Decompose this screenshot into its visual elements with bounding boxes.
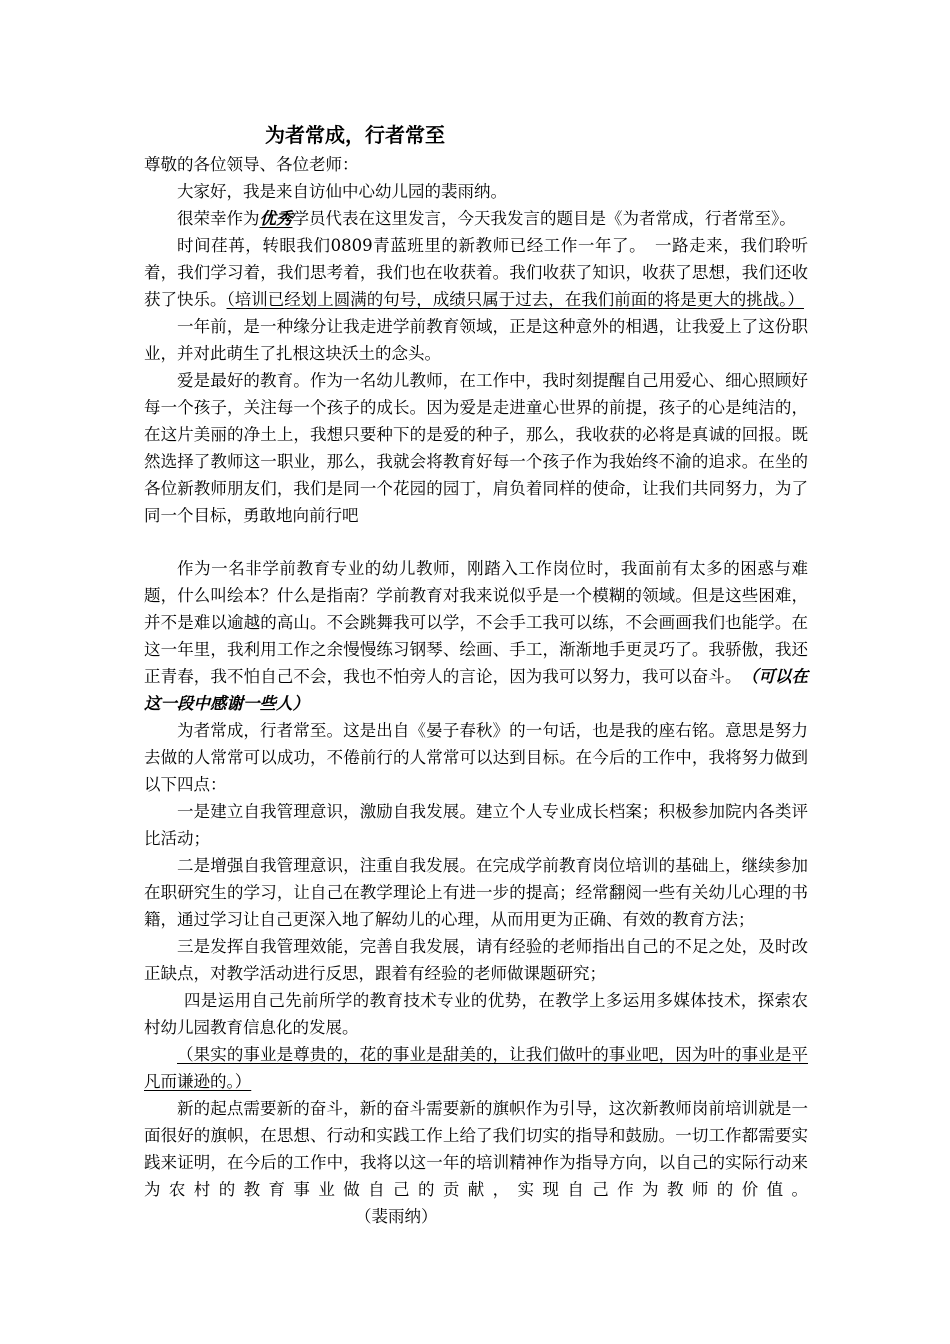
paragraph-one-year-ago: 一年前，是一种缘分让我走进学前教育领域，正是这种意外的相遇，让我爱上了这份职业，并对此萌生了扎根这块沃土的念头。	[144, 317, 808, 363]
point-one: 一是建立自我管理意识，激励自我发展。建立个人专业成长档案；积极参加院内各类评比活动；	[144, 802, 808, 848]
harvest-text: 我们聆听着，我们学习着，我们思考着，我们也在收获着。我们收获了知识，收获了思想，我们还收获了快乐。	[144, 236, 809, 309]
harvest-note: （培训已经划上圆满的句号，成绩只属于过去，在我们前面的将是更大的挑战。）	[226, 290, 804, 309]
point-two: 二是增强自我管理意识，注重自我发展。在完成学前教育岗位培训的基础上，继续参加在职研究生的学习，让自己在教学理论上有进一步的提高；经常翻阅一些有关幼儿心理的书籍，通过学习让自己更深入地了解幼儿的心理，从而用更为正确、有效的教育方法；	[144, 856, 808, 929]
intro-paragraph: 大家好，我是来自访仙中心幼儿园的裴雨纳。	[177, 182, 507, 201]
document-title: 为者常成，行者常至	[265, 123, 445, 147]
harvest-first-line: 时间荏苒，转眼我们0809青蓝班里的新教师已经工作一年了。 一路走来，	[177, 236, 741, 255]
blank-line	[144, 529, 808, 555]
paragraph-love-education: 爱是最好的教育。作为一名幼儿教师，在工作中，我时刻提醒自己用爱心、细心照顾好每一个孩子，关注每一个孩子的成长。因为爱是走进童心世界的前提，孩子的心是纯洁的，在这片美丽的净土上，我想只要种下的是爱的种子，那么，我收获的必将是真诚的回报。既然选择了教师这一职业，那么，我就会将教育好每一个孩子作为我始终不渝的追求。在坐的各位新教师朋友们，我们是同一个花园的园丁，肩负着同样的使命，让我们共同努力，为了同一个目标，勇敢地向前行吧	[144, 371, 808, 525]
thanks-note: （可以在这一段中感谢一些人）	[144, 667, 809, 713]
paragraph-conclusion	[144, 1095, 808, 1230]
paragraph-motto: 为者常成，行者常至。这是出自《晏子春秋》的一句话，也是我的座右铭。意思是努力去做的人常常可以成功，不倦前行的人常常可以达到目标。在今后的工作中，我将努力做到以下四点：	[144, 721, 808, 794]
paragraph-harvest	[144, 232, 808, 313]
paragraph-leaf-quote	[144, 1041, 808, 1095]
point-three: 三是发挥自我管理效能，完善自我发展，请有经验的老师指出自己的不足之处，及时改正缺点，对教学活动进行反思，跟着有经验的老师做课题研究；	[144, 937, 808, 983]
paragraph-topic	[144, 205, 808, 232]
signature: （裴雨纳）	[355, 1207, 438, 1226]
leaf-quote: （果实的事业是尊贵的，花的事业是甜美的，让我们做叶的事业吧，因为叶的事业是平凡而谦逊的。）	[144, 1045, 808, 1091]
challenges-text: 作为一名非学前教育专业的幼儿教师，刚踏入工作岗位时，我面前有太多的困惑与难题，什么叫绘本？什么是指南？学前教育对我来说似乎是一个模糊的领域。但是这些困难，并不是难以逾越的高山。不会跳舞我可以学，不会手工我可以练，不会画画我们也能学。在这一年里，我利用工作之余慢慢练习钢琴、绘画、手工，渐渐地手更灵巧了。我骄傲，我还正青春，我不怕自己不会，我也不怕旁人的言论，因为我可以努力，我可以奋斗。	[144, 559, 808, 686]
topic-text-after: 学员代表在这里发言，今天我发言的题目是《为者常成，行者常至》。	[292, 209, 796, 228]
document-page	[144, 121, 808, 1230]
topic-text-before: 很荣幸作为	[177, 209, 260, 228]
greeting: 尊敬的各位领导、各位老师：	[144, 155, 359, 174]
emphasis-excellent: 优秀	[259, 209, 293, 228]
conclusion-text: 新的起点需要新的奋斗，新的奋斗需要新的旗帜作为引导，这次新教师岗前培训就是一面很好的旗帜，在思想、行动和实践工作上给了我们切实的指导和鼓励。一切工作都需要实践来证明，在今后的工作中，我将以这一年的培训精神作为指导方向，以自己的实际行动来为农村的教育事业做自己的贡献，实现自己作为教师的价值。	[144, 1099, 808, 1199]
point-four: 四是运用自己先前所学的教育技术专业的优势，在教学上多运用多媒体技术，探索农村幼儿园教育信息化的发展。	[144, 991, 808, 1037]
paragraph-challenges	[144, 555, 808, 717]
